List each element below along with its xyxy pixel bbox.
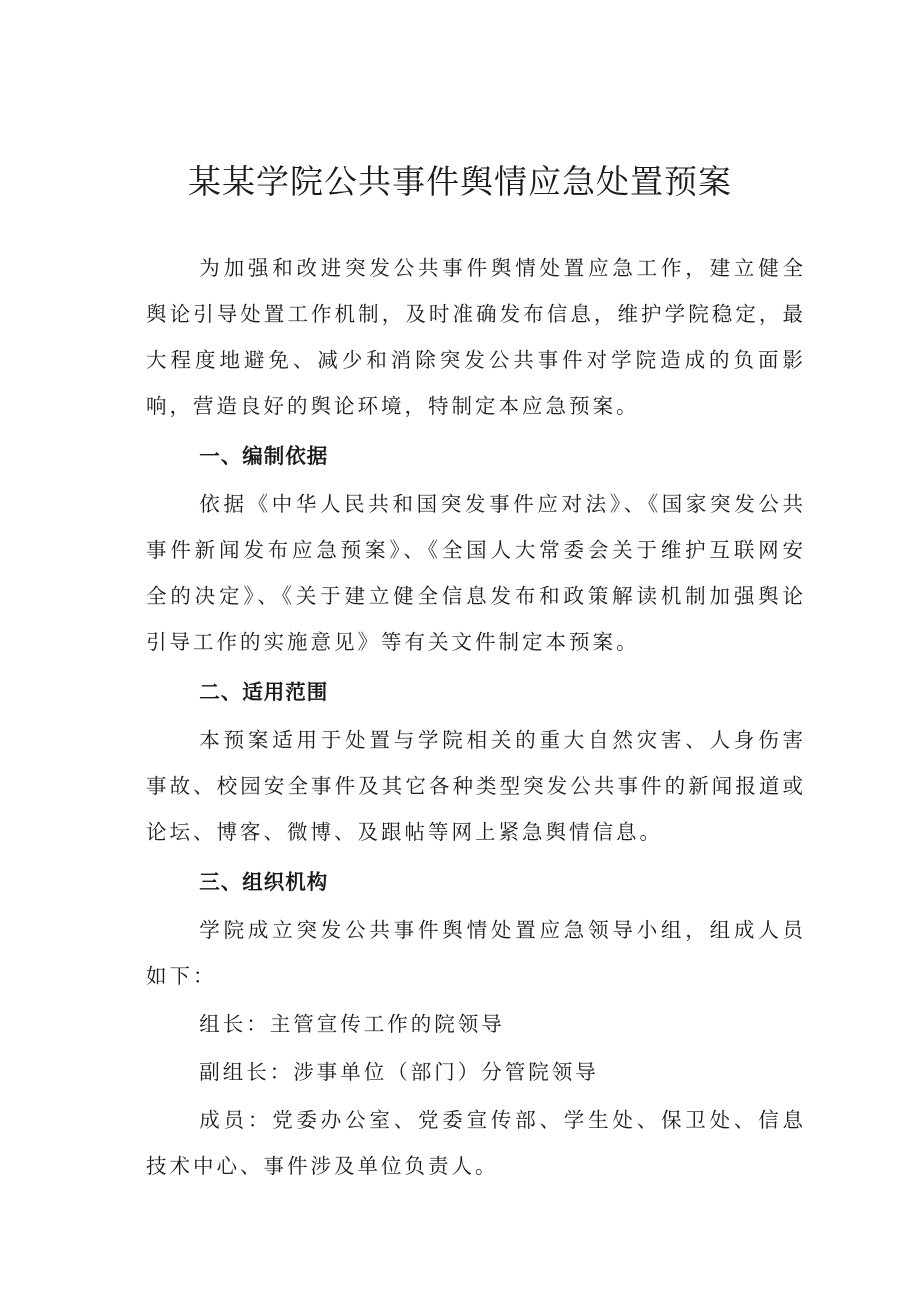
section-basis (146, 431, 806, 665)
section-paragraph: 组长：主管宣传工作的院领导 (199, 1012, 505, 1036)
section-heading: 三、组织机构 (199, 870, 329, 894)
section-scope (146, 667, 806, 855)
section-paragraph: 成员：党委办公室、党委宣传部、学生处、保卫处、信息技术中心、事件涉及单位负责人。 (146, 1108, 806, 1178)
section-paragraph: 学院成立突发公共事件舆情处置应急领导小组，组成人员如下： (146, 918, 806, 988)
section-paragraph: 本预案适用于处置与学院相关的重大自然灾害、人身伤害事故、校园安全事件及其它各种类型突发公共事件的新闻报道或论坛、博客、微博、及跟帖等网上紧急舆情信息。 (146, 728, 806, 844)
section-heading: 一、编制依据 (199, 444, 329, 468)
section-heading: 二、适用范围 (199, 680, 329, 704)
section-paragraph: 副组长：涉事单位（部门）分管院领导 (199, 1060, 599, 1084)
document-title: 某某学院公共事件舆情应急处置预案 (188, 162, 732, 201)
document-body (146, 245, 806, 1191)
intro-paragraph: 为加强和改进突发公共事件舆情处置应急工作，建立健全舆论引导处置工作机制，及时准确发布信息，维护学院稳定，最大程度地避免、减少和消除突发公共事件对学院造成的负面影响，营造良好的舆论环境，特制定本应急预案。 (146, 256, 806, 418)
section-organization (146, 857, 806, 1189)
section-paragraph: 依据《中华人民共和国突发事件应对法》、《国家突发公共事件新闻发布应急预案》、《全国人大常委会关于维护互联网安全的决定》、《关于建立健全信息发布和政策解读机制加强舆论引导工作的实施意见》等有关文件制定本预案。 (146, 492, 806, 654)
